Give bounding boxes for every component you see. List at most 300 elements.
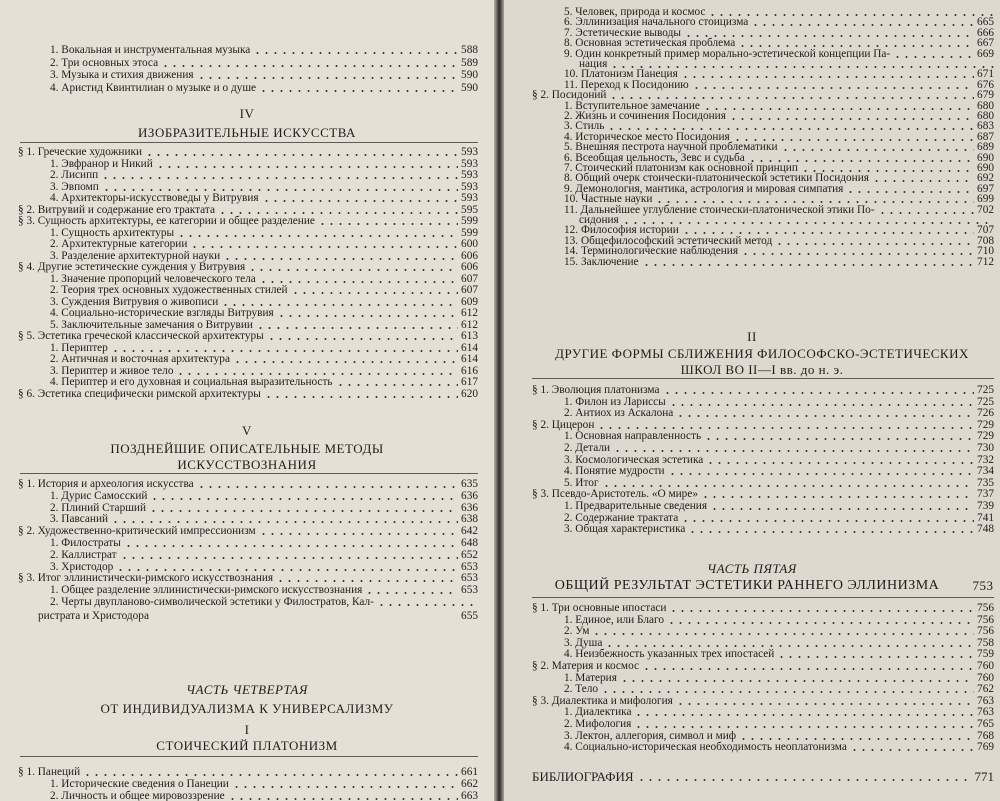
leader-dots [149,510,458,512]
leader-dots [102,189,458,191]
toc-entry-title: 3. Космологическая эстетика [564,453,704,466]
leader-dots [669,610,974,612]
toc-page-number: 762 [977,683,994,696]
leader-dots [676,703,974,705]
toc-entry-title: 4. Социально-исторические взгляды Витрувия [50,307,274,319]
toc-page-number: 710 [977,245,994,258]
toc-entry-title: 8. Основная эстетическая проблема [564,37,736,50]
part-title: ОБЩИЙ РЕЗУЛЬТАТ ЭСТЕТИКИ РАННЕГО ЭЛЛИНИЗМА [554,578,940,593]
toc-entry [564,477,994,489]
leader-dots [276,580,458,582]
toc-page-number: 620 [461,387,478,400]
toc-entry-title: 12. Философия истории [564,224,679,237]
leader-dots [336,384,458,386]
section-rule [532,597,994,598]
toc-page-number: 725 [977,395,994,408]
leader-dots [597,427,974,429]
toc-page-number: 739 [977,500,994,512]
toc-page-number: 756 [977,602,994,614]
leader-dots [218,212,458,214]
leader-dots [190,246,458,248]
toc-entry-title: § 1. Панеций [18,766,81,778]
toc-entry [564,256,994,268]
leader-dots [318,223,458,225]
toc-entry-title: 4. Историческое место Посидония [564,130,730,143]
toc-entry-title: § 5. Эстетика греческой классической архитектуры [18,330,264,342]
toc-entry-title: 4. Аристид Квинтилиан о музыке и о душе [50,81,257,94]
leader-dots [259,90,458,92]
toc-page-number: 595 [461,203,478,216]
toc-entry-title: 4. Периптер и его духовная и социальная выразительность [50,376,333,388]
chapter-number: V [242,423,252,438]
leader-dots [613,450,974,452]
toc-entry [50,490,478,502]
toc-entry-title: 15. Заключение [564,255,639,268]
toc-page-number: 648 [461,537,478,549]
chapter-number: II [747,329,757,344]
toc-entry-title: 1. Основная направленность [564,430,702,443]
toc-entry [50,778,478,790]
toc-entry [18,204,478,216]
leader-dots [233,361,458,363]
toc-page-number: 708 [977,234,994,247]
toc-entry [564,512,994,524]
toc-page-number: 707 [977,224,994,237]
leader-dots [248,269,458,271]
toc-entry [18,215,478,227]
leader-dots [704,438,974,440]
toc-entry [18,388,478,400]
toc-entry-title: 5. Заключительные замечания о Витрувии [50,318,253,331]
leader-dots [256,327,458,329]
toc-entry [18,146,478,158]
leader-dots [706,462,974,464]
chapter-title: ИСКУССТВОЗНАНИЯ [177,457,317,472]
leader-dots [120,557,458,559]
toc-entry-title: 1. Единое, или Благо [564,613,665,626]
toc-entry-title: 1. Эвфранор и Никий [50,157,153,170]
leader-dots [850,749,974,751]
toc-page-number: 593 [461,180,478,193]
chapter-title: ИЗОБРАЗИТЕЛЬНЫЕ ИСКУССТВА [138,125,356,140]
toc-page-number: 758 [977,636,994,649]
toc-entry-title: 5. Итог [564,476,599,489]
leader-dots [592,633,974,635]
toc-entry [50,353,478,365]
leader-dots [124,545,458,547]
toc-page-number: 730 [977,442,994,454]
leader-dots [668,473,974,475]
toc-entry-title: § 2. Художественно-критический импрессионизм [18,525,256,538]
chapter-title: ПОЗДНЕЙШИЕ ОПИСАТЕЛЬНЫЕ МЕТОДЫ [110,441,384,456]
toc-entry [564,718,994,730]
toc-entry-title: сидония [579,214,619,226]
leader-dots [111,350,458,352]
leader-dots [777,656,974,658]
toc-page-number: 680 [977,110,994,122]
toc-page-number: 636 [461,501,478,514]
toc-entry [50,169,478,181]
part-label: ЧАСТЬ ПЯТАЯ [707,561,797,576]
toc-entry-title: 4. Социально-историческая необходимость неоплатонизма [564,741,847,754]
leader-dots [264,396,458,398]
toc-page-number: 741 [977,511,994,524]
leader-dots [637,779,971,781]
leader-dots [620,680,974,682]
toc-page-number: 612 [461,318,478,331]
toc-page-number: 763 [977,694,994,707]
toc-entry [18,572,478,584]
toc-entry-title: 14. Терминологические наблюдения [564,245,739,258]
toc-entry-title: 2. Три основных этоса [50,56,159,69]
toc-entry-title: 1. Диалектика [564,706,632,719]
toc-page-number: 737 [977,488,994,501]
toc-entry [564,625,994,637]
toc-page-number: 613 [461,330,478,342]
toc-entry-title: 2. Личность и общее мировоззрение [50,790,225,801]
toc-entry [532,419,994,431]
toc-entry-title: 2. Жизнь и сочинения Посидония [564,110,726,122]
toc-page-number: 614 [461,353,478,365]
toc-entry-title: § 3. Диалектика и мифология [532,694,673,707]
toc-entry-title: нация [579,58,608,70]
toc-entry-title: 6. Всеобщая цельность, Зевс и судьба [564,151,745,164]
toc-entry [564,523,994,535]
toc-page-number: 763 [977,706,994,719]
leader-dots [377,604,478,606]
toc-page-number: 607 [461,284,478,296]
toc-page-number: 690 [977,162,994,174]
toc-page-number: 699 [977,193,994,206]
toc-page-number: 635 [461,478,478,490]
toc-page-number: 614 [461,341,478,354]
toc-page-number: 662 [461,778,478,790]
toc-entry-title: 2. Антиох из Аскалона [564,407,674,420]
toc-page-number: 667 [977,37,994,50]
toc-entry-title: 3. Павсаний [50,513,109,526]
leader-dots [365,592,458,594]
toc-entry [50,238,478,250]
toc-entry [532,771,994,785]
leader-dots [663,392,974,394]
toc-entry-title: 11. Переход к Посидонию [564,78,689,91]
toc-entry-title: 1. Вступительное замечание [564,99,700,112]
toc-page-number: 683 [977,120,994,133]
toc-entry-title: § 2. Витрувий и содержание его трактата [18,203,215,216]
toc-entry [50,69,478,81]
chapter-title: ДРУГИЕ ФОРМЫ СБЛИЖЕНИЯ ФИЛОСОФСКО-ЭСТЕТИЧЕСКИХ [555,346,969,361]
toc-entry-title: 1. Сущность архитектуры [50,226,175,239]
toc-entry [564,706,994,718]
toc-page-number: 729 [977,430,994,443]
toc-entry [532,602,994,614]
toc-entry-title: 10. Платонизм Панеция [564,68,678,81]
toc-entry-title: 3. Общая характеристика [564,523,686,536]
leader-dots [259,533,458,535]
toc-page-number: 588 [461,44,478,56]
toc-entry [18,525,478,537]
toc-entry-title: 3. Разделение архитектурной науки [50,249,221,262]
toc-entry [50,584,478,596]
left-page [0,0,494,801]
toc-page-number: 725 [977,384,994,396]
toc-entry [564,407,994,419]
toc-entry-title: § 2. Посидоний [532,89,607,102]
toc-page-number: 653 [461,572,478,585]
toc-entry-title: 2. Античная и восточная архитектура [50,353,230,365]
toc-page-number: 732 [977,453,994,466]
toc-entry [532,695,994,707]
toc-page-number: 599 [461,215,478,227]
leader-dots [145,154,458,156]
toc-entry [50,192,478,204]
toc-page-number: 607 [461,272,478,285]
toc-page-number: 759 [977,648,994,661]
toc-entry-title: 2. Каллистрат [50,548,117,561]
section-rule [20,142,478,143]
toc-page-number: 671 [977,68,994,81]
toc-entry-title: 11. Дальнейшее углубление стоически-платонической этики По- [564,203,875,216]
toc-page-number: 590 [461,81,478,94]
toc-entry [50,513,478,525]
toc-entry [50,376,478,388]
toc-entry-title: 2. Черты двупланово-символической эстетики у Филостратов, Кал- [50,596,374,608]
toc-page-number: 771 [974,769,994,784]
leader-dots [83,774,458,776]
toc-entry-title: § 6. Эстетика специфически римской архитектуры [18,387,261,400]
leader-dots [197,486,458,488]
toc-page-number: 690 [977,151,994,164]
toc-entry-title: § 4. Другие эстетические суждения у Витрувия [18,261,246,273]
toc-entry-title: § 1. Три основные ипостаси [532,602,667,614]
toc-entry [50,44,478,56]
toc-entry-title: 7. Стоический платонизм как основной принцип [564,162,798,174]
leader-dots [634,726,974,728]
leader-dots [150,498,458,500]
leader-dots [161,65,458,67]
toc-page-number: 735 [977,476,994,489]
toc-page-number: 679 [977,89,994,102]
leader-dots [177,235,458,237]
toc-entry-title: 1. Филостраты [50,537,121,549]
toc-page-number: 666 [977,26,994,39]
toc-entry [50,502,478,514]
toc-entry-title: § 1. Греческие художники [18,146,143,158]
toc-entry-title: 3. Музыка и стихия движения [50,69,194,81]
leader-dots [605,645,974,647]
toc-page-number: 756 [977,613,994,626]
toc-page-number: 652 [461,548,478,561]
section-rule [532,378,994,379]
toc-entry-title: 9. Один конкретный пример морально-эстетической концепции Па- [564,47,891,60]
toc-page-number: 687 [977,130,994,143]
toc-page-number: 589 [461,56,478,69]
toc-page-number: 606 [461,261,478,273]
toc-entry-title: 2. Теория трех основных художественных стилей [50,284,288,296]
toc-entry [564,430,994,442]
toc-entry [50,790,478,801]
toc-page-number: 756 [977,625,994,638]
toc-page-number: 692 [977,172,994,185]
toc-entry-title: 2. Тело [564,683,599,696]
toc-entry [18,330,478,342]
part-title: ОТ ИНДИВИДУАЛИЗМА К УНИВЕРСАЛИЗМУ [100,701,394,716]
leader-dots [291,292,458,294]
toc-entry-title: 3. Христодор [50,560,114,573]
toc-entry-title: 4. Неизбежность указанных трех ипостасей [564,648,775,661]
leader-dots [688,531,974,533]
toc-entry [532,660,994,672]
toc-entry [50,82,478,94]
toc-entry-title: 6. Эллинизация начального стоицизма [564,16,749,29]
toc-entry-title: 1. Материя [564,671,617,684]
toc-entry-title: 4. Понятие мудрости [564,465,665,478]
leader-dots [634,714,974,716]
toc-page-number: 616 [461,364,478,377]
leader-dots [197,77,458,79]
toc-entry [532,384,994,396]
leader-dots [681,520,974,522]
chapter-title: ШКОЛ ВО II—I вв. до н. э. [680,362,844,377]
toc-page-number: 760 [977,660,994,672]
toc-page-number: 697 [977,182,994,195]
toc-page-number: 653 [461,560,478,573]
toc-page-number: 769 [977,741,994,754]
toc-page-number: 593 [461,146,478,158]
toc-entry-title: 5. Человек, природа и космос [564,6,706,18]
toc-entry-title: ристрата и Христодора [38,610,149,622]
toc-entry [532,488,994,500]
toc-page-number: 612 [461,307,478,319]
toc-entry-title: 2. Архитектурные категории [50,238,188,250]
toc-entry-title: 3. Суждения Витрувия о живописи [50,295,219,308]
toc-page-number: 609 [461,295,478,308]
book-gutter [494,0,504,801]
toc-entry [564,648,994,660]
section-rule [20,756,478,757]
leader-dots [739,738,974,740]
toc-entry [50,596,478,608]
toc-entry-title: 2. Плиний Старший [50,501,147,514]
toc-entry [564,672,994,684]
toc-page-number: 593 [461,169,478,181]
leader-dots [101,177,458,179]
chapter-title: СТОИЧЕСКИЙ ПЛАТОНИЗМ [156,738,338,753]
toc-entry-title: 1. Предварительные сведения [564,500,708,512]
toc-page-number: 748 [977,523,994,536]
part-page-number: 753 [972,578,994,593]
toc-entry-title: 3. Стиль [564,120,605,133]
toc-entry-title: 3. Эвпомп [50,180,99,193]
leader-dots [676,415,974,417]
toc-entry-title: 2. Мифология [564,718,632,730]
toc-entry [50,227,478,239]
leader-dots [259,281,458,283]
toc-entry [50,537,478,549]
toc-entry-title: 2. Ум [564,625,590,638]
toc-entry [50,296,478,308]
toc-entry [564,614,994,626]
toc-page-number: 760 [977,671,994,684]
toc-entry-title: 2. Содержание трактата [564,511,679,524]
leader-dots [667,622,974,624]
toc-entry-title: 1. Вокальная и инструментальная музыка [50,44,251,56]
toc-entry-title: 3. Периптер и живое тело [50,364,174,377]
toc-page-number: 593 [461,192,478,204]
toc-entry [50,250,478,262]
leader-dots [710,508,974,510]
leader-dots [232,786,458,788]
toc-entry-title: 2. Детали [564,442,611,454]
leader-dots [156,166,458,168]
toc-page-number: 599 [461,226,478,239]
leader-dots [176,373,458,375]
toc-entry-title: § 3. Псевдо-Аристотель. «О мире» [532,488,698,501]
toc-page-number: 590 [461,69,478,81]
toc-entry [564,637,994,649]
leader-dots [642,264,974,266]
toc-entry-title: § 2. Материя и космос [532,660,640,672]
toc-page-number: 680 [977,99,994,112]
toc-entry [50,284,478,296]
toc-page-number: 729 [977,418,994,431]
toc-page-number: 676 [977,78,994,91]
leader-dots [642,668,974,670]
toc-entry-title: 1. Дурис Самосский [50,489,148,502]
toc-page-number: 663 [461,790,478,801]
leader-dots [228,798,458,800]
toc-entry [564,683,994,695]
leader-dots [277,315,458,317]
toc-entry-title: 13. Общефилософский эстетический метод [564,234,773,247]
toc-entry [50,273,478,285]
leader-dots [701,496,974,498]
toc-page-number: 606 [461,249,478,262]
section-rule [20,473,478,474]
toc-page-number: 653 [461,584,478,597]
toc-page-number: 768 [977,729,994,742]
toc-entry [50,319,478,331]
leader-dots [267,338,458,340]
toc-entry-title: 1. Исторические сведения о Панеции [50,778,229,790]
toc-entry [38,610,478,622]
toc-entry [564,465,994,477]
toc-entry [50,365,478,377]
toc-page-number: 726 [977,407,994,420]
toc-entry-title: 9. Демонология, мантика, астрология и мировая симпатия [564,182,844,195]
toc-entry-title: 8. Общий очерк стоически-платонической эстетики Посидония [564,172,869,185]
toc-entry [564,396,994,408]
toc-entry [50,307,478,319]
toc-page-number: 712 [977,255,994,268]
toc-page-number: 642 [461,525,478,538]
toc-page-number: 600 [461,238,478,250]
toc-entry [18,766,478,778]
toc-page-number: 669 [977,47,994,60]
toc-entry [50,158,478,170]
leader-dots [602,485,974,487]
leader-dots [221,304,458,306]
toc-entry [564,442,994,454]
leader-dots [262,200,458,202]
toc-page-number: 655 [461,610,478,622]
right-page [504,0,1000,801]
toc-entry-title: 3. Душа [564,636,603,649]
toc-entry [564,741,994,753]
part-label: ЧАСТЬ ЧЕТВЕРТАЯ [186,682,308,697]
toc-entry-title: § 1. История и археология искусства [18,478,194,490]
toc-entry [50,181,478,193]
